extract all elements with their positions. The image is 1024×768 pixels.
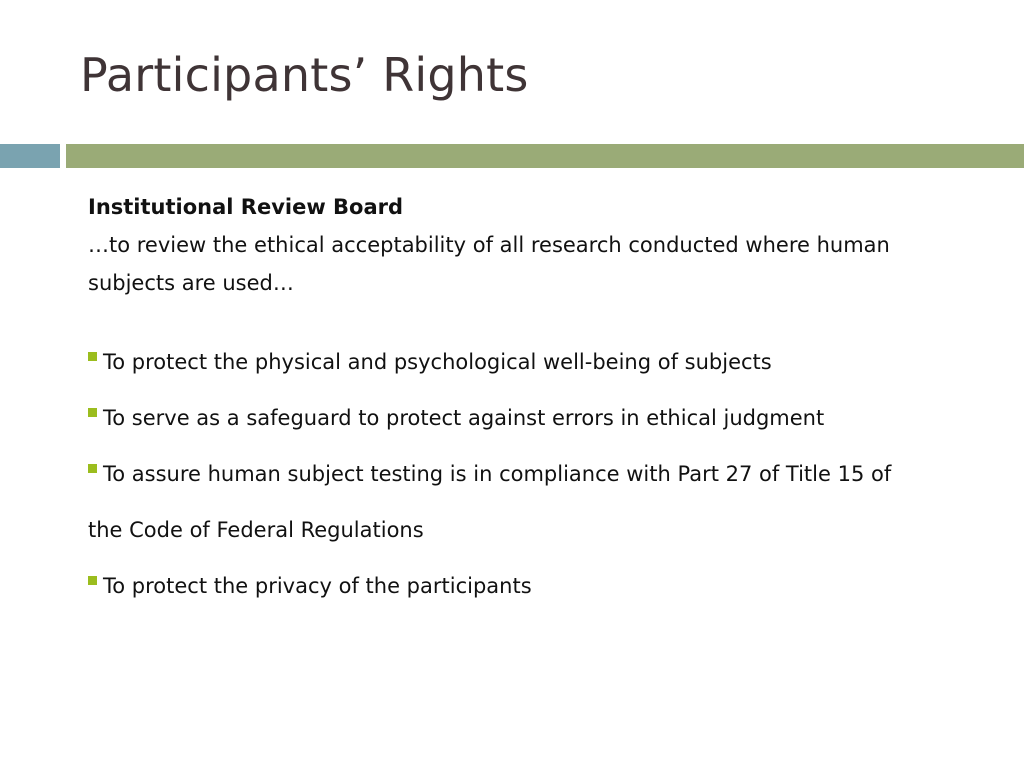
accent-bar-right [66, 144, 1024, 168]
list-item [88, 446, 918, 558]
bullet-text: To assure human subject testing is in compliance with Part 27 of Title 15 of the Code of Federal Regulations [88, 462, 892, 542]
list-item [88, 558, 918, 614]
square-bullet-icon [88, 408, 97, 417]
bullet-text: To serve as a safeguard to protect against errors in ethical judgment [103, 406, 825, 430]
square-bullet-icon [88, 464, 97, 473]
list-item [88, 334, 918, 390]
square-bullet-icon [88, 352, 97, 361]
slide-title: Participants’ Rights [80, 48, 529, 102]
section-description: …to review the ethical acceptability of all research conducted where human subjects are used… [88, 233, 890, 295]
bullet-text: To protect the privacy of the participants [103, 574, 532, 598]
bullet-list [88, 334, 918, 614]
list-item [88, 390, 918, 446]
slide-content [88, 188, 918, 614]
bullet-text: To protect the physical and psychological well-being of subjects [103, 350, 772, 374]
square-bullet-icon [88, 576, 97, 585]
accent-bar-left [0, 144, 60, 168]
section-heading: Institutional Review Board [88, 195, 404, 219]
